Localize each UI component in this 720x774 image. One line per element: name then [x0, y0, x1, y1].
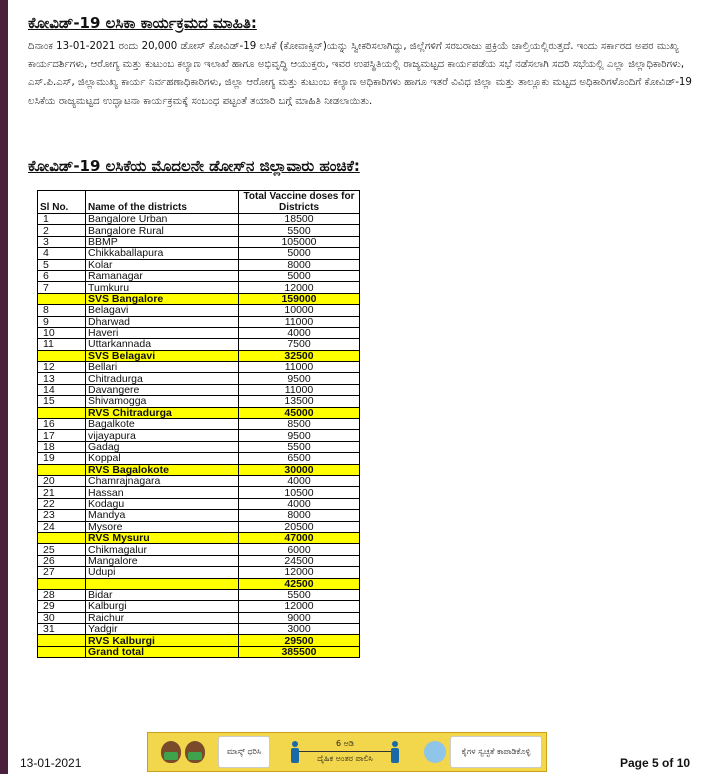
- table-row: [38, 384, 360, 395]
- district-name-cell: Bangalore Rural: [86, 225, 239, 236]
- header-district-name: Name of the districts: [86, 191, 239, 214]
- district-name-cell: Kolar: [86, 259, 239, 270]
- table-row: [38, 373, 360, 384]
- table-row: [38, 214, 360, 225]
- sl-cell: 3: [38, 236, 86, 247]
- district-name-cell: SVS Bangalore: [86, 293, 239, 304]
- doses-cell: 20500: [239, 521, 360, 532]
- covid-safety-banner: [147, 732, 547, 772]
- sl-cell: 29: [38, 601, 86, 612]
- doses-cell: 11000: [239, 316, 360, 327]
- table-row: [38, 612, 360, 623]
- district-name-cell: RVS Mysuru: [86, 532, 239, 543]
- table-row: [38, 555, 360, 566]
- doses-cell: 24500: [239, 555, 360, 566]
- sl-cell: [38, 407, 86, 418]
- doses-cell: 3000: [239, 624, 360, 635]
- distance-line: [299, 751, 391, 752]
- sl-cell: 12: [38, 362, 86, 373]
- table-row: [38, 270, 360, 281]
- table-row: [38, 521, 360, 532]
- mask-instruction: ಮಾಸ್ಕ್ ಧರಿಸಿ: [218, 736, 270, 768]
- district-name-cell: [86, 578, 239, 589]
- district-name-cell: Bagalkote: [86, 419, 239, 430]
- table-row: [38, 282, 360, 293]
- sl-cell: 1: [38, 214, 86, 225]
- sl-cell: 5: [38, 259, 86, 270]
- district-name-cell: Yadgir: [86, 624, 239, 635]
- district-name-cell: Kalburgi: [86, 601, 239, 612]
- hand-wash-icon: [424, 741, 446, 763]
- hand-wash-illustration: [420, 733, 450, 771]
- doses-cell: 6000: [239, 544, 360, 555]
- table-row: [38, 430, 360, 441]
- district-name-cell: Chikkaballapura: [86, 248, 239, 259]
- district-name-cell: Bellari: [86, 362, 239, 373]
- table-row: [38, 498, 360, 509]
- page-total: 10: [676, 756, 691, 770]
- doses-cell: 7500: [239, 339, 360, 350]
- district-name-cell: Udupi: [86, 567, 239, 578]
- doses-cell: 12000: [239, 282, 360, 293]
- doses-cell: 9500: [239, 373, 360, 384]
- doses-cell: 12000: [239, 601, 360, 612]
- sl-cell: 24: [38, 521, 86, 532]
- district-name-cell: Bidar: [86, 589, 239, 600]
- district-allocation-table: [37, 190, 360, 658]
- district-name-cell: BBMP: [86, 236, 239, 247]
- sl-cell: 8: [38, 305, 86, 316]
- district-name-cell: Chamrajnagara: [86, 475, 239, 486]
- sl-cell: 19: [38, 453, 86, 464]
- sl-cell: 17: [38, 430, 86, 441]
- header-total-doses: Total Vaccine doses for Districts: [239, 191, 360, 214]
- doses-cell: 4000: [239, 327, 360, 338]
- doses-cell: 6500: [239, 453, 360, 464]
- doses-cell: 385500: [239, 646, 360, 657]
- header-sl-no: Sl No.: [38, 191, 86, 214]
- sl-cell: 4: [38, 248, 86, 259]
- page-current: 5: [652, 756, 659, 770]
- table-row: [38, 248, 360, 259]
- district-name-cell: Mangalore: [86, 555, 239, 566]
- doses-cell: 8000: [239, 259, 360, 270]
- sl-cell: 6: [38, 270, 86, 281]
- table-row: [38, 601, 360, 612]
- table-row: [38, 225, 360, 236]
- table-subtotal-row: [38, 293, 360, 304]
- doses-cell: 5500: [239, 225, 360, 236]
- doses-cell: 42500: [239, 578, 360, 589]
- district-name-cell: RVS Kalburgi: [86, 635, 239, 646]
- table-subtotal-row: [38, 407, 360, 418]
- doses-cell: 4000: [239, 498, 360, 509]
- district-name-cell: Belagavi: [86, 305, 239, 316]
- district-name-cell: Gadag: [86, 441, 239, 452]
- table-row: [38, 567, 360, 578]
- table-subtotal-row: [38, 646, 360, 657]
- district-name-cell: Hassan: [86, 487, 239, 498]
- table-row: [38, 441, 360, 452]
- doses-cell: 8000: [239, 510, 360, 521]
- page-number: [620, 756, 690, 770]
- district-name-cell: Davangere: [86, 384, 239, 395]
- sl-cell: 14: [38, 384, 86, 395]
- district-name-cell: Raichur: [86, 612, 239, 623]
- doses-cell: 10000: [239, 305, 360, 316]
- district-name-cell: Koppal: [86, 453, 239, 464]
- table-row: [38, 589, 360, 600]
- district-name-cell: Chitradurga: [86, 373, 239, 384]
- table-row: [38, 362, 360, 373]
- page-of: of: [658, 756, 677, 770]
- sl-cell: 7: [38, 282, 86, 293]
- sl-cell: 18: [38, 441, 86, 452]
- doses-cell: 5500: [239, 589, 360, 600]
- table-row: [38, 339, 360, 350]
- distance-value: 6 ಅಡಿ: [336, 739, 354, 748]
- sl-cell: [38, 578, 86, 589]
- district-name-cell: Haveri: [86, 327, 239, 338]
- doses-cell: 4000: [239, 475, 360, 486]
- sl-cell: 27: [38, 567, 86, 578]
- doses-cell: 10500: [239, 487, 360, 498]
- sl-cell: 22: [38, 498, 86, 509]
- doses-cell: 18500: [239, 214, 360, 225]
- sl-cell: 31: [38, 624, 86, 635]
- sl-cell: [38, 646, 86, 657]
- table-row: [38, 316, 360, 327]
- doses-cell: 105000: [239, 236, 360, 247]
- hand-hygiene-instruction: ಕೈಗಳ ಸ್ವಚ್ಛತೆ ಕಾಪಾಡಿಕೊಳ್ಳಿ: [450, 736, 542, 768]
- district-name-cell: RVS Chitradurga: [86, 407, 239, 418]
- doses-cell: 12000: [239, 567, 360, 578]
- district-name-cell: Grand total: [86, 646, 239, 657]
- distance-instruction: ದೈಹಿಕ ಅಂತರ ಪಾಲಿಸಿ: [317, 754, 373, 763]
- district-name-cell: Uttarkannada: [86, 339, 239, 350]
- doses-cell: 47000: [239, 532, 360, 543]
- doses-cell: 5000: [239, 270, 360, 281]
- doses-cell: 5500: [239, 441, 360, 452]
- sl-cell: 11: [38, 339, 86, 350]
- table-row: [38, 544, 360, 555]
- table-row: [38, 396, 360, 407]
- masked-face-icon: [185, 741, 205, 763]
- allocation-heading: ಕೋವಿಡ್-19 ಲಸಿಕೆಯ ಮೊದಲನೇ ಡೋಸ್‌ನ ಜಿಲ್ಲಾವಾರು ಹಂಚಿಕೆ:: [28, 157, 360, 175]
- sl-cell: [38, 464, 86, 475]
- table-row: [38, 327, 360, 338]
- left-border-bar: [0, 0, 8, 774]
- table-row: [38, 475, 360, 486]
- sl-cell: 26: [38, 555, 86, 566]
- table-row: [38, 305, 360, 316]
- district-name-cell: vijayapura: [86, 430, 239, 441]
- doses-cell: 9500: [239, 430, 360, 441]
- table-row: [38, 259, 360, 270]
- sl-cell: [38, 532, 86, 543]
- doses-cell: 45000: [239, 407, 360, 418]
- doses-cell: 13500: [239, 396, 360, 407]
- page-prefix: Page: [620, 756, 653, 770]
- table-row: [38, 510, 360, 521]
- sl-cell: 15: [38, 396, 86, 407]
- doses-cell: 11000: [239, 362, 360, 373]
- table-row: [38, 453, 360, 464]
- district-name-cell: Ramanagar: [86, 270, 239, 281]
- doses-cell: 9000: [239, 612, 360, 623]
- sl-cell: 28: [38, 589, 86, 600]
- sl-cell: 16: [38, 419, 86, 430]
- mask-faces-illustration: [148, 733, 218, 771]
- doses-cell: 5000: [239, 248, 360, 259]
- doses-cell: 8500: [239, 419, 360, 430]
- distance-section: [270, 733, 420, 771]
- person-icon: [291, 741, 299, 763]
- sl-cell: 9: [38, 316, 86, 327]
- district-name-cell: Tumkuru: [86, 282, 239, 293]
- table-row: [38, 624, 360, 635]
- sl-cell: [38, 635, 86, 646]
- district-name-cell: Kodagu: [86, 498, 239, 509]
- table-subtotal-row: [38, 464, 360, 475]
- masked-face-icon: [161, 741, 181, 763]
- district-name-cell: Mandya: [86, 510, 239, 521]
- sl-cell: [38, 293, 86, 304]
- doses-cell: 11000: [239, 384, 360, 395]
- sl-cell: 20: [38, 475, 86, 486]
- district-name-cell: Shivamogga: [86, 396, 239, 407]
- distance-arrow: [299, 739, 391, 765]
- table-body: [38, 214, 360, 658]
- district-name-cell: Mysore: [86, 521, 239, 532]
- section-heading: ಕೋವಿಡ್‌-19 ಲಸಿಕಾ ಕಾರ್ಯಕ್ರಮದ ಮಾಹಿತಿ:: [28, 14, 257, 32]
- district-name-cell: Chikmagalur: [86, 544, 239, 555]
- doses-cell: 29500: [239, 635, 360, 646]
- sl-cell: 30: [38, 612, 86, 623]
- sl-cell: [38, 350, 86, 361]
- person-icon: [391, 741, 399, 763]
- sl-cell: 2: [38, 225, 86, 236]
- district-name-cell: Bangalore Urban: [86, 214, 239, 225]
- district-name-cell: Dharwad: [86, 316, 239, 327]
- table-subtotal-row: [38, 578, 360, 589]
- sl-cell: 10: [38, 327, 86, 338]
- table-subtotal-row: [38, 350, 360, 361]
- table-row: [38, 236, 360, 247]
- table-subtotal-row: [38, 635, 360, 646]
- sl-cell: 25: [38, 544, 86, 555]
- doses-cell: 30000: [239, 464, 360, 475]
- footer-date: 13-01-2021: [20, 756, 82, 770]
- info-paragraph: ದಿನಾಂಕ 13-01-2021 ರಂದು 20,000 ಡೋಸ್ ಕೋವಿಡ್-19 ಲಸಿಕೆ (ಕೋವಾಕ್ಸಿನ್)ಯನ್ನು ಸ್ವೀಕರಿಸಲಾಗಿದ್ದು, ಜಿಲ್ಲೆಗಳಿಗೆ ಸರಬರಾಜು ಪ್ರಕ್ರಿಯೆ ಚಾಲ್ತಿಯಲ್ಲಿರುತ್ತದೆ. ಇಂದು ಸರ್ಕಾರದ ಅಪರ ಮುಖ್ಯ ಕಾರ್ಯದರ್ಶಿಗಳು, ಆರೋಗ್ಯ ಮತ್ತು ಕುಟುಂಬ ಕಲ್ಯಾಣ ಇಲಾಖೆ ಹಾಗೂ ಅಭಿವೃದ್ಧಿ ಆಯುಕ್ತರು, ಇವರ ಉಪಸ್ಥಿತಿಯಲ್ಲಿ ರಾಜ್ಯಮಟ್ಟದ ಕಾರ್ಯಪಡೆಯ ಸಭೆ ನಡೆಸಲಾಗಿ ಸದರಿ ಸಭೆಯಲ್ಲಿ ಎಲ್ಲಾ ಜಿಲ್ಲಾಧಿಕಾರಿಗಳು, ಎಸ್.ಪಿ.ಎಸ್, ಜಿಲ್ಲಾಮುಖ್ಯ ಕಾರ್ಯ ನಿರ್ವಹಣಾಧಿಕಾರಿಗಳು, ಜಿಲ್ಲಾ ಆರೋಗ್ಯ ಮತ್ತು ಕುಟುಂಬ ಕಲ್ಯಾಣ ಅಧಿಕಾರಿಗಳು ಹಾಗೂ ಇತರೆ ವಿವಿಧ ಜಿಲ್ಲಾ ಮತ್ತು ತಾಲ್ಲೂಕು ಮಟ್ಟದ ಅಧಿಕಾರಿಗಳೊಂದಿಗೆ ಕೋವಿಡ್-19 ಲಸಿಕೆಯ ರಾಜ್ಯಮಟ್ಟದ ಉದ್ಘಾಟನಾ ಕಾರ್ಯಕ್ರಮಕ್ಕೆ ಸಂಬಂಧ ಪಟ್ಟಂತೆ ತಯಾರಿ ಬಗ್ಗೆ ಮಾಹಿತಿ ನೀಡಲಾಯಿತು.: [28, 41, 692, 107]
- table-row: [38, 419, 360, 430]
- table-header-row: [38, 191, 360, 214]
- doses-cell: 32500: [239, 350, 360, 361]
- district-name-cell: RVS Bagalokote: [86, 464, 239, 475]
- sl-cell: 13: [38, 373, 86, 384]
- doses-cell: 159000: [239, 293, 360, 304]
- sl-cell: 23: [38, 510, 86, 521]
- table-row: [38, 487, 360, 498]
- table-subtotal-row: [38, 532, 360, 543]
- district-name-cell: SVS Belagavi: [86, 350, 239, 361]
- sl-cell: 21: [38, 487, 86, 498]
